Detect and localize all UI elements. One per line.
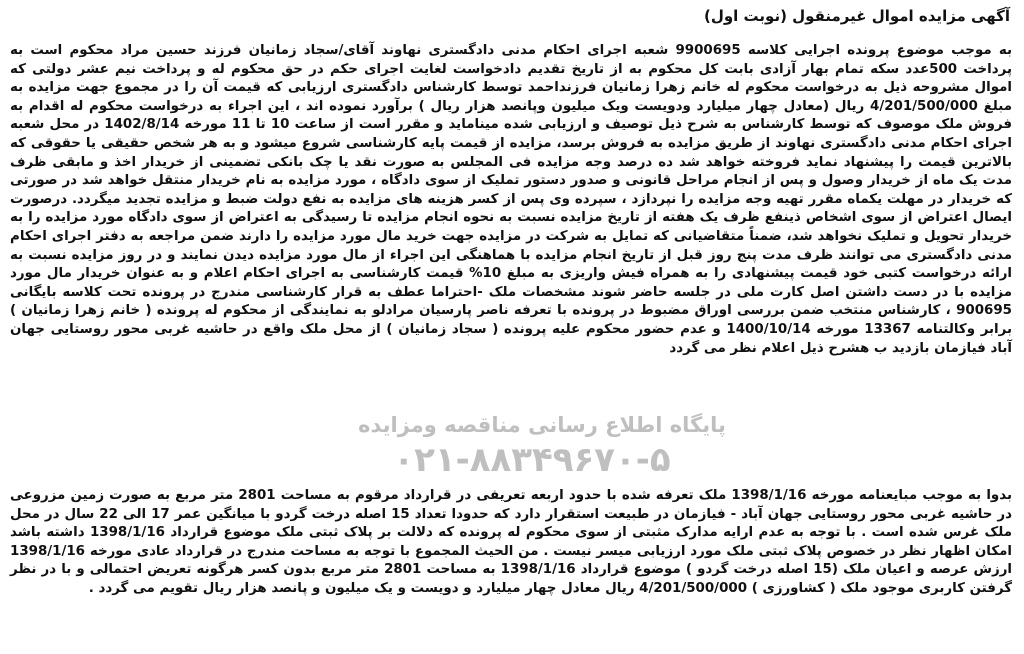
notice-body-paragraph-2: بدوا به موجب مبایعنامه مورخه 1398/1/16 ملک تعرفه شده با حدود اربعه تعریفی در قرارداد مرقوم به مساحت 2801 متر مربع به صورت زمین مزروعی در حاشیه غربی محور روستایی جهان آباد - فیازمان در طبیعت استقرار دارد که حدودا تعداد 15 اصله درخت گردو با میانگین عمر 17 الی 22 سال در محل ملک غرس شده است . با توجه به عدم ارایه مدارک مثبتی از سوی محکوم له پرونده که دلالت بر پلاک ثبتی ملک موضوع قرارداد 1398/1/16 داشته باشد امکان اظهار نظر در خصوص پلاک ثبتی ملک مورد ارزیابی میسر نیست . من الحیث المجموع با توجه به مساحت مندرج در قرارداد عادی مورخه 1398/1/16 ارزش عرصه و اعیان ملک (15 اصله درخت گردو ) موضوع قرارداد 1398/1/16 به مساحت 2801 متر مربع بدون کسر هرگونه تعریض احتمالی و با در نظر گرفتن کاربری موجود ملک ( کشاورزی ) 4/201/500/000 ریال معادل چهار میلیارد و دویست و یک میلیون و پانصد هزار ریال تقویم می گردد .	[10, 488, 1012, 596]
watermark-phone: ۰۲۱-۸۸۳۴۹۶۷۰-۵	[393, 440, 671, 480]
notice-title: آگهی مزایده اموال غیرمنقول (نوبت اول)	[703, 7, 1010, 25]
notice-body-paragraph-1: به موجب موضوع پرونده اجرایی کلاسه 9900695 شعبه اجرای احکام مدنی دادگستری نهاوند آقای/سجاد زمانیان فرزند حسین مراد محکوم است به پرداخت 500عدد سکه تمام بهار آزادی بابت کل محکوم به از تاریخ تقدیم دادخواست لغایت اجرای حکم در حق محکوم له و پرداخت نیم عشر دولتی که اموال مشروحه ذیل به درخواست محکوم له خانم زهرا زمانیان فرزنداحمد توسط کارشناس دادگستری ارزیابی که قیمت آن را در مجموع جهت مزایده به مبلغ 4/201/500/000 ریال (معادل چهار میلیارد ودویست ویک میلیون وپانصد هزار ریال ) برآورد نموده اند ، این اجراء به درخواست محکوم له اقدام به فروش ملک موصوف که توسط کارشناس به شرح ذیل توصیف و ارزیابی شده میناماید و مقرر است از ساعت 10 تا 11 مورخه 1402/8/14 در محل شعبه اجرای احکام مدنی دادگستری نهاوند از طریق مزایده به فروش برسد، مزایده از قیمت پایه کارشناسی شروع میشود و به هر شخص حقیقی یا حقوقی که بالاترین قیمت را پیشنهاد نماید فروخته خواهد شد ده درصد وجه مزایده فی المجلس به صورت نقد یا چک بانکی تضمینی از خریدار اخذ و مابقی ظرف مدت یک ماه از خریدار وصول و پس از انجام مراحل قانونی و صدور دستور تملیک از سوی دادگاه ، مورد مزایده به نام خریدار منتقل خواهد شد در صورتی که خریدار در مهلت یکماه مقرر تهیه وجه مزایده را نپردازد ، سپرده وی پس از کسر هزینه های مزایده به نفع دولت ضبط و مزایده تجدید میگردد. درصورت ایصال اعتراض از سوی اشخاص ذینفع ظرف یک هفته از تاریخ مزایده نسبت به نحوه انجام مزایده تا رسیدگی به اعتراض از سوی دادگاه مورد مزایده را به خریدار تحویل و تملیک نخواهد شد، ضمناً متقاضیانی که تمایل به شرکت در مزایده جهت خرید مال مورد مزایده را دارند ضمن مراجعه به دفتر اجرای احکام مدنی دادگستری می توانند ظرف مدت پنج روز قبل از تاریخ انجام مزایده با هماهنگی این اجراء از مال مورد مزایده دیدن نمایند و در روز مزایده نسبت به ارائه درخواست کتبی خود قیمت پیشنهادی را به همراه فیش واریزی به مبلغ 10% قیمت کارشناسی به اجرای احکام اعلام و به عنوان خریدار مال مورد مزایده با در دست داشتن اصل کارت ملی در جلسه حاضر شوند مشخصات ملک -احتراما عطف به قرار کارشناسی مندرج در پرونده تحت کلاسه بایگانی 900695 ، کارشناس منتخب ضمن بررسی اوراق مضبوط در پرونده با تعرفه ناصر پارسیان مرادلو به نمایندگی از محکوم له پرونده ( خانم زهرا زمانیان ) برابر وکالتنامه 13367 مورخه 1400/10/14 و عدم حضور محکوم علیه پرونده ( سجاد زمانیان ) از محل ملک واقع در حاشیه غربی محور روستایی جهان آباد فیازمان بازدید ب هشرح ذیل اعلام نظر می گردد	[10, 43, 1013, 356]
watermark-text: پایگاه اطلاع رسانی مناقصه ومزایده	[358, 413, 726, 437]
